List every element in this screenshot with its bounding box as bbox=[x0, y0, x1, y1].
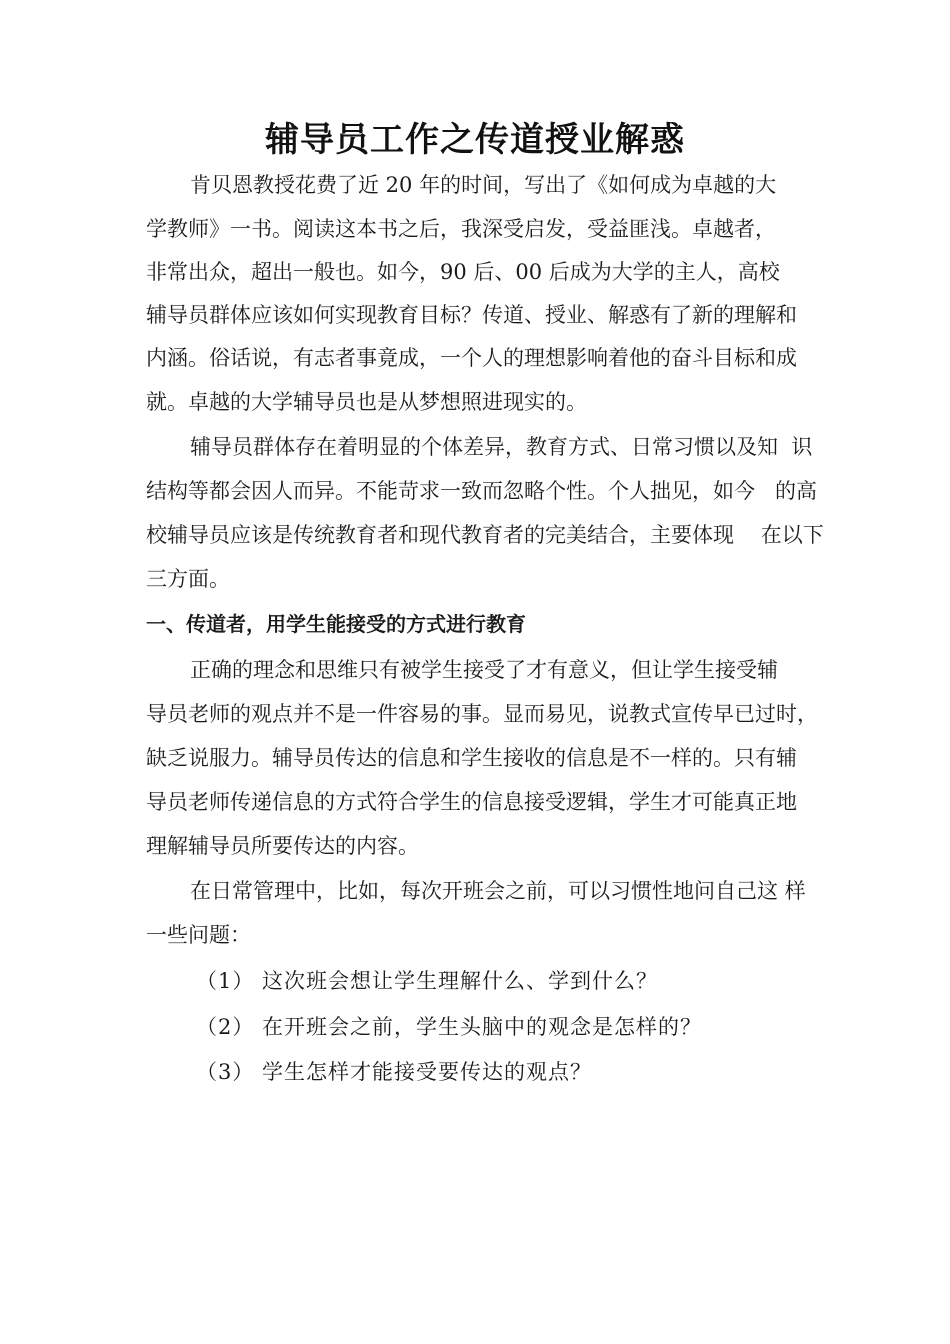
paragraph3-line-5: 理解辅导员所要传达的内容。 bbox=[146, 834, 419, 858]
page-title: 辅导员工作之传道授业解惑 bbox=[265, 120, 685, 160]
paragraph3-line-3: 缺乏说服力。辅导员传达的信息和学生接收的信息是不一样的。只有辅 bbox=[146, 746, 797, 770]
paragraph2-line-2: 结构等都会因人而异。不能苛求一致而忽略个性。个人拙见，如今 的高 bbox=[146, 479, 818, 503]
paragraph4-line-2: 一些问题： bbox=[146, 923, 251, 947]
paragraph1-line-1: 肯贝恩教授花费了近 20 年的时间，写出了《如何成为卓越的大 bbox=[190, 173, 777, 197]
section-heading: 一、传道者，用学生能接受的方式进行教育 bbox=[146, 612, 526, 636]
paragraph3-line-4: 导员老师传递信息的方式符合学生的信息接受逻辑，学生才可能真正地 bbox=[146, 790, 797, 814]
paragraph4-line-1: 在日常管理中，比如，每次开班会之前，可以习惯性地问自己这 样 bbox=[190, 879, 806, 903]
paragraph3-line-2: 导员老师的观点并不是一件容易的事。显而易见，说教式宣传早已过时， bbox=[146, 702, 818, 726]
question-item-2: （2） 在开班会之前，学生头脑中的观念是怎样的？ bbox=[196, 1015, 703, 1039]
paragraph1-line-2: 学教师》一书。阅读这本书之后，我深受启发，受益匪浅。卓越者， bbox=[146, 217, 776, 241]
paragraph1-line-4: 辅导员群体应该如何实现教育目标？传道、授业、解惑有了新的理解和 bbox=[146, 303, 797, 327]
paragraph3-line-1: 正确的理念和思维只有被学生接受了才有意义，但让学生接受辅 bbox=[190, 658, 778, 682]
paragraph1-line-6: 就。卓越的大学辅导员也是从梦想照进现实的。 bbox=[146, 390, 587, 414]
question-item-3: （3） 学生怎样才能接受要传达的观点？ bbox=[196, 1060, 593, 1084]
paragraph1-line-3: 非常出众，超出一般也。如今，90 后、00 后成为大学的主人，高校 bbox=[146, 260, 780, 284]
paragraph2-line-1: 辅导员群体存在着明显的个体差异，教育方式、日常习惯以及知 识 bbox=[190, 435, 813, 459]
paragraph2-line-3: 校辅导员应该是传统教育者和现代教育者的完美结合，主要体现 在以下 bbox=[146, 523, 824, 547]
paragraph2-line-4: 三方面。 bbox=[146, 567, 230, 591]
question-item-1: （1） 这次班会想让学生理解什么、学到什么？ bbox=[196, 969, 659, 993]
paragraph1-line-5: 内涵。俗话说，有志者事竟成，一个人的理想影响着他的奋斗目标和成 bbox=[146, 346, 797, 370]
